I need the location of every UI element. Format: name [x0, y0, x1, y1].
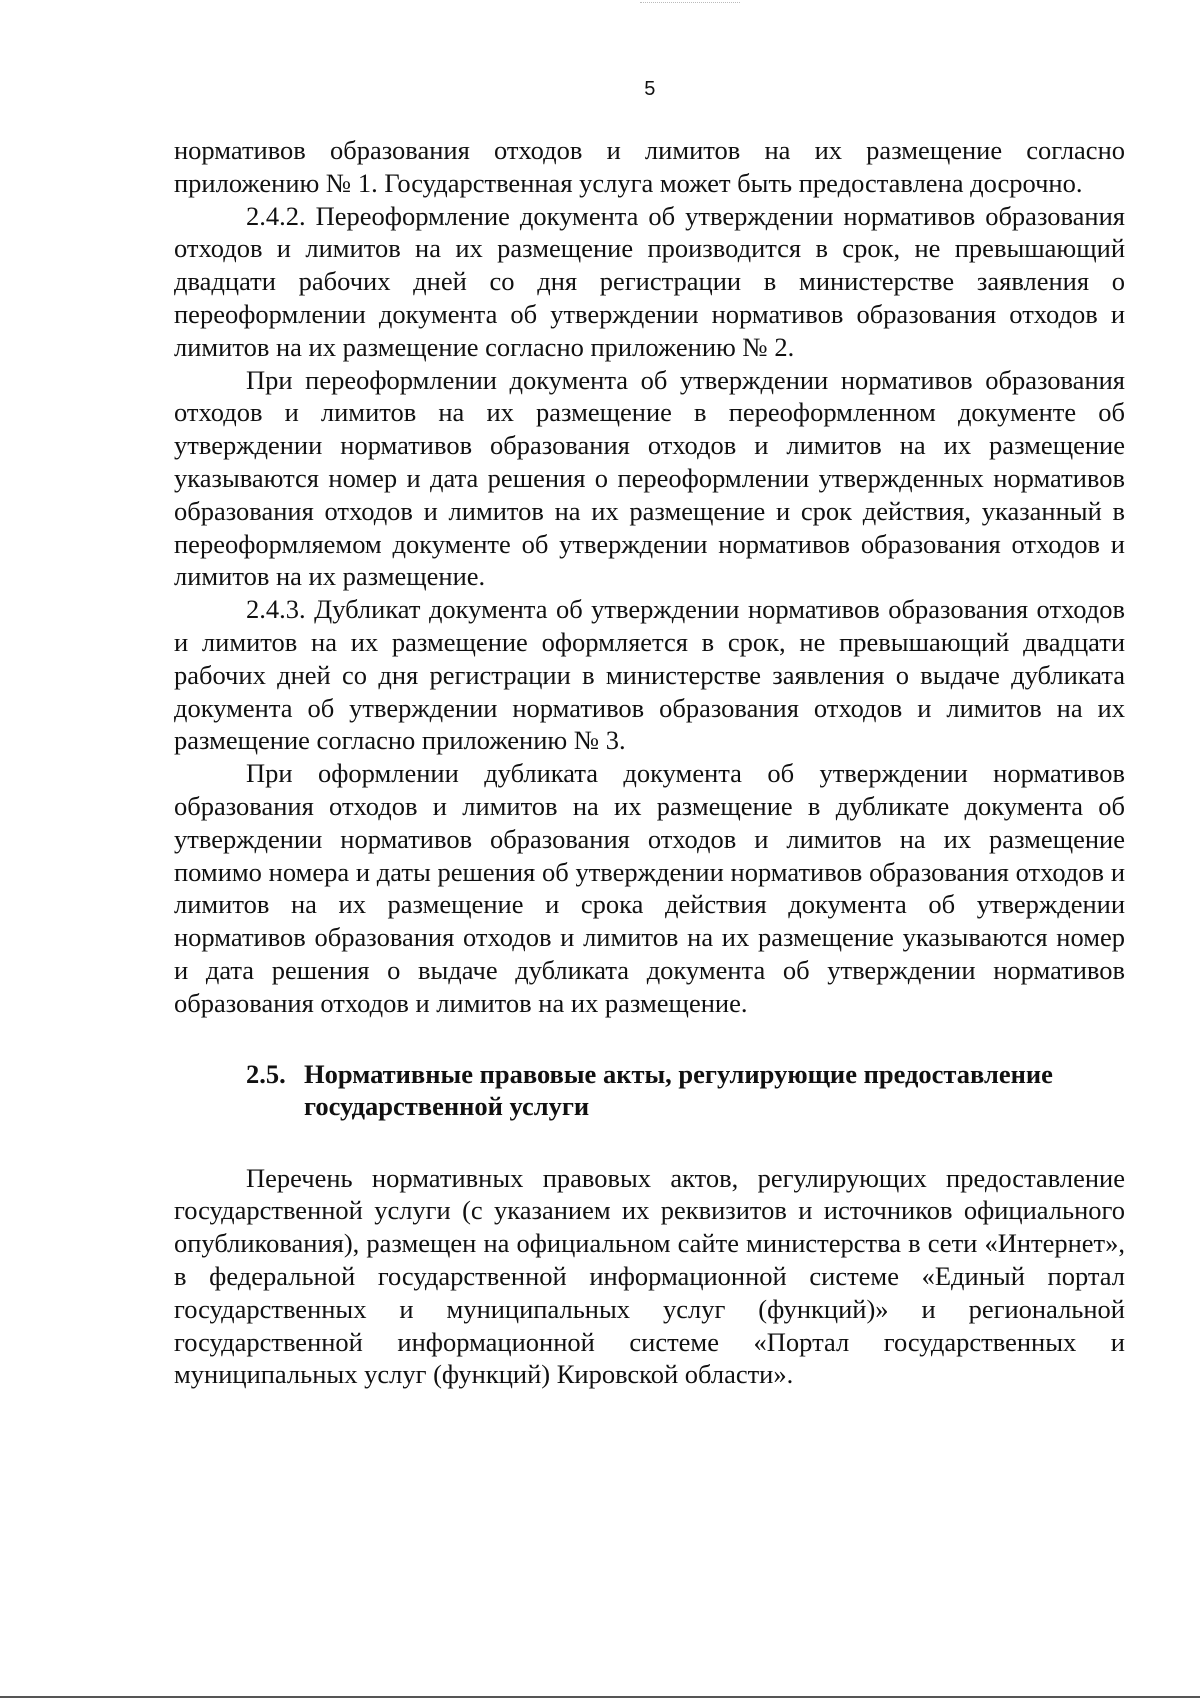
section-heading-2-5: [174, 1058, 1125, 1122]
section-title-line2: государственной услуги: [304, 1090, 590, 1121]
paragraph-duplicate-details: При оформлении дубликата документа об утверждении нормативов образования отходов и лимитов на их размещение в дубликате документа об утверждении нормативов образования отходов и лимитов на их размещение помимо номера и даты решения об утверждении нормативов образования отходов и лимитов на их размещение и срока действия документа об утверждении нормативов образования отходов и лимитов на их размещение указываются номер и дата решения о выдаче дубликата документа об утверждении нормативов образования отходов и лимитов на их размещение.: [174, 758, 1125, 1018]
scan-bottom-edge: [0, 1696, 1200, 1698]
paragraph-2-4-2: 2.4.2. Переоформление документа об утверждении нормативов образования отходов и лимитов на их размещение производится в срок, не превышающий двадцати рабочих дней со дня регистрации в министерстве заявления о переоформлении документа об утверждении нормативов образования отходов и лимитов на их размещение согласно приложению № 2.: [174, 200, 1125, 362]
section-title-line1: Нормативные правовые акты, регулирующие предоставление: [304, 1058, 1053, 1089]
document-body: [174, 134, 1125, 1391]
paragraph-reissue-details: При переоформлении документа об утверждении нормативов образования отходов и лимитов на их размещение в переоформленном документе об утверждении нормативов образования отходов и лимитов на их размещение указываются номер и дата решения о переоформлении утвержденных нормативов образования отходов и лимитов на их размещение и срок действия, указанный в переоформляемом документе об утверждении нормативов образования отходов и лимитов на их размещение.: [174, 364, 1125, 592]
scan-artifact: [640, 2, 740, 9]
paragraph-2-4-3: 2.4.3. Дубликат документа об утверждении нормативов образования отходов и лимитов на их размещение оформляется в срок, не превышающий двадцати рабочих дней со дня регистрации в министерстве заявления о выдаче дубликата документа об утверждении нормативов образования отходов и лимитов на их размещение согласно приложению № 3.: [174, 594, 1125, 756]
page-number: 5: [644, 78, 656, 100]
section-number: 2.5.: [246, 1058, 286, 1089]
paragraph-continuation: нормативов образования отходов и лимитов на их размещение согласно приложению № 1. Государственная услуга может быть предоставлена досрочно.: [174, 135, 1125, 198]
paragraph-legal-acts-list: Перечень нормативных правовых актов, регулирующих предоставление государственной услуги (с указанием их реквизитов и источников официального опубликования), размещен на официальном сайте министерства в сети «Интернет», в федеральной государственной информационной системе «Единый портал государственных и муниципальных услуг (функций)» и региональной государственной информационной системе «Портал государственных и муниципальных услуг (функций) Кировской области».: [174, 1162, 1125, 1390]
